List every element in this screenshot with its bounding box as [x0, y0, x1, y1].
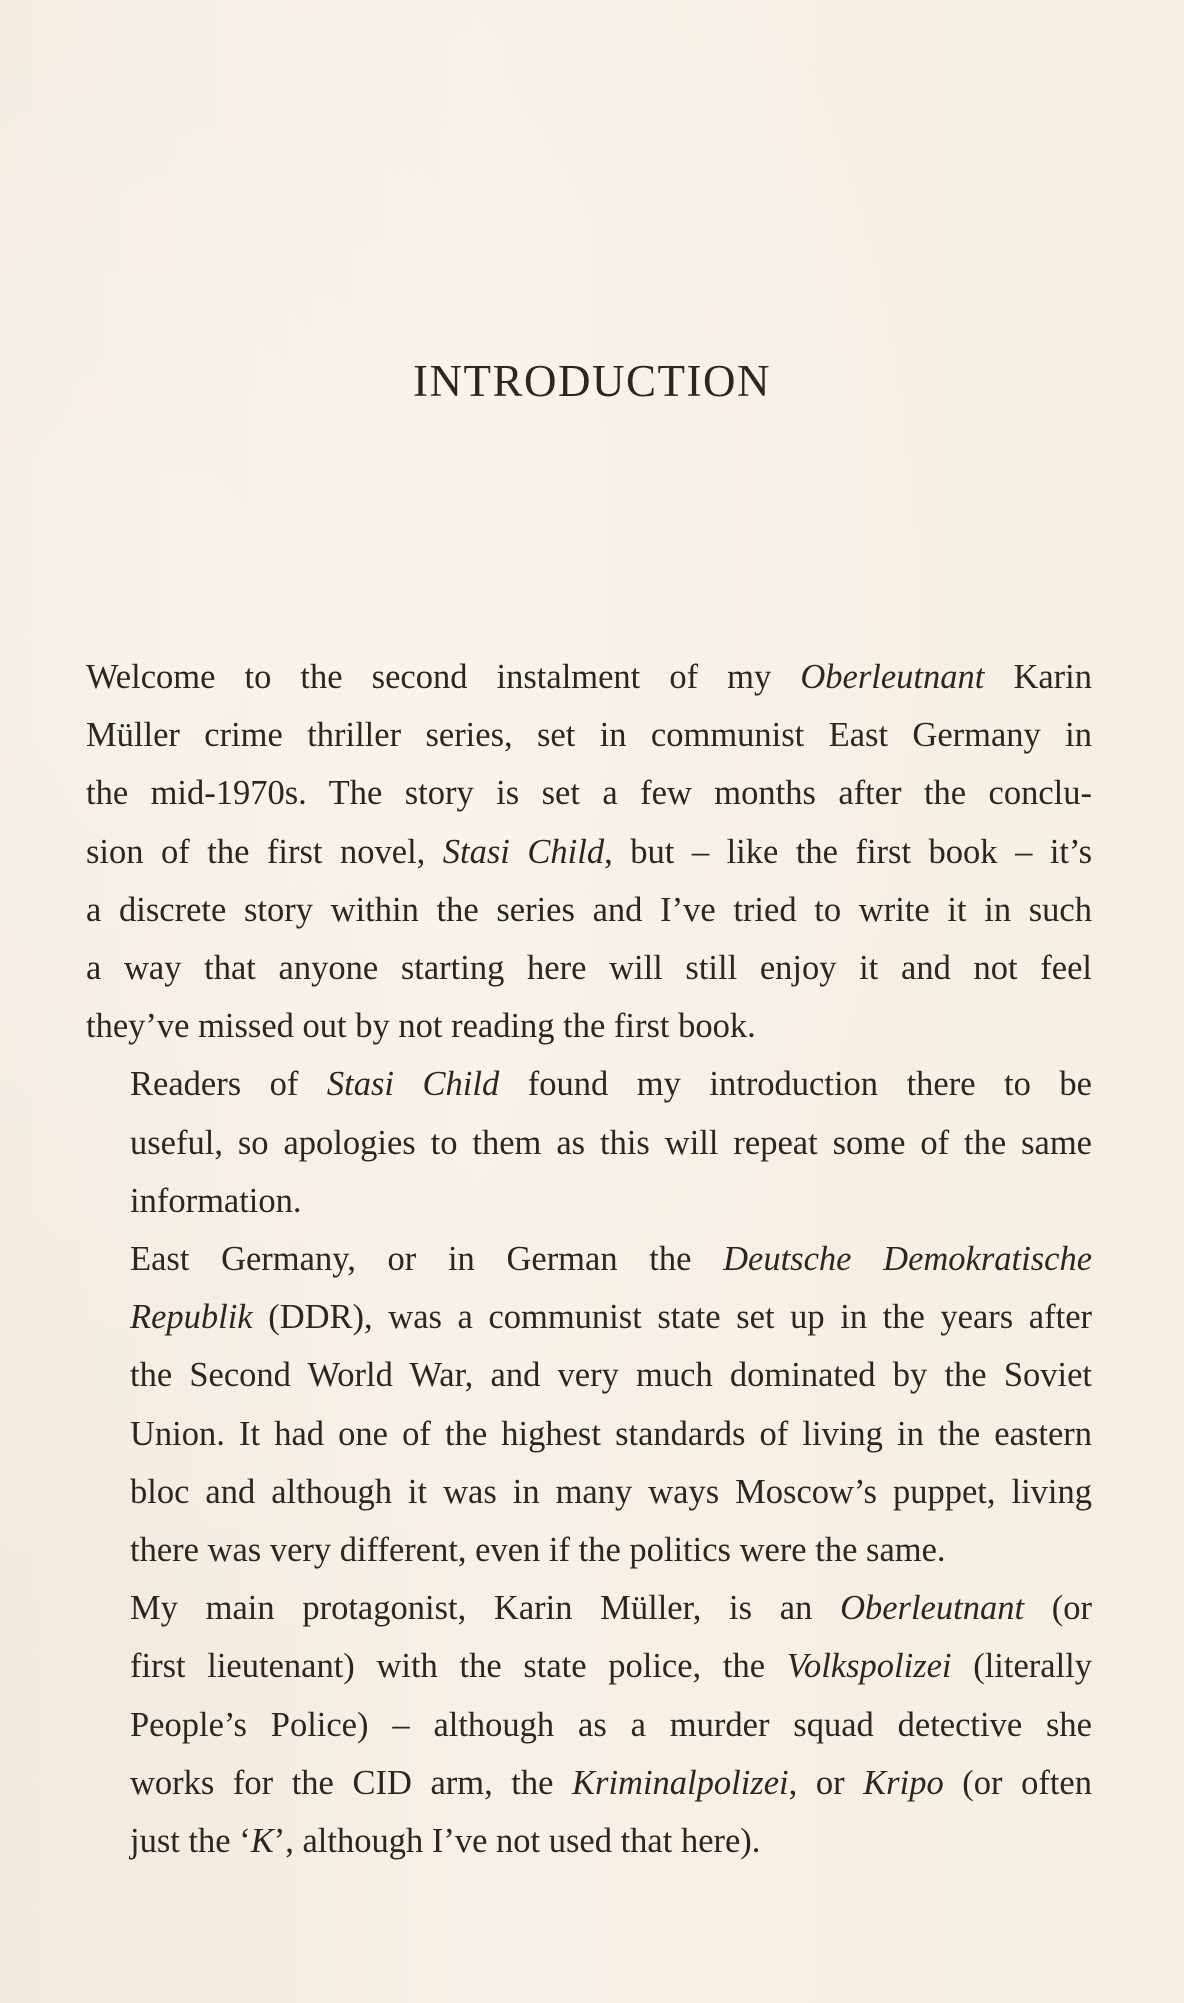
italic-term: Deutsche Demokratische [723, 1240, 1093, 1279]
text-run: , or [788, 1763, 864, 1802]
text-run: found my introduction there to be [499, 1065, 1092, 1104]
text-line [86, 1579, 1092, 1637]
text-run: Welcome to the second instalment of my [86, 658, 801, 696]
text-run: Müller crime thriller series, set in communist East Germany in [86, 716, 1092, 755]
text-line [86, 1172, 1092, 1230]
text-line [86, 1521, 1092, 1579]
text-line [86, 648, 1092, 706]
text-run: (or [1024, 1589, 1092, 1628]
italic-term: Oberleutnant [840, 1589, 1025, 1628]
paragraph-2 [86, 1055, 1092, 1230]
text-run: the mid-1970s. The story is set a few months after the conclu- [86, 774, 1092, 813]
text-line [86, 1696, 1092, 1754]
italic-term: Oberleutnant [800, 658, 985, 696]
text-line [86, 1230, 1092, 1288]
paragraph-4 [86, 1579, 1092, 1870]
text-line [86, 764, 1092, 822]
text-line [86, 706, 1092, 764]
text-line [86, 1288, 1092, 1346]
text-line [86, 1463, 1092, 1521]
text-line [86, 1114, 1092, 1172]
text-run: , but – like the first book – it’s [604, 832, 1093, 871]
text-line [86, 939, 1092, 997]
text-line [86, 1812, 1092, 1870]
introduction-body [86, 648, 1092, 1870]
text-run: (literally [951, 1647, 1092, 1686]
text-run: they’ve missed out by not reading the first book. [86, 1007, 756, 1046]
italic-term: K [250, 1822, 274, 1861]
chapter-title: INTRODUCTION [413, 356, 771, 406]
text-line [86, 1754, 1092, 1812]
text-line [86, 1055, 1092, 1113]
text-run: there was very different, even if the politics were the same. [130, 1531, 946, 1570]
text-run: works for the CID arm, the [130, 1763, 573, 1802]
text-line [86, 881, 1092, 939]
text-line [86, 1405, 1092, 1463]
text-line [86, 1637, 1092, 1695]
text-run: the Second World War, and very much dominated by the Soviet [130, 1356, 1092, 1395]
text-line [86, 823, 1092, 881]
italic-term: Kriminalpolizei [572, 1763, 789, 1802]
text-run: (DDR), was a communist state set up in the years after [252, 1298, 1092, 1337]
text-run: People’s Police) – although as a murder squad detective she [130, 1705, 1092, 1744]
text-line [86, 1346, 1092, 1404]
paragraph-3 [86, 1230, 1092, 1579]
italic-term: Kripo [863, 1763, 944, 1802]
text-run: a discrete story within the series and I’ve tried to write it in such [86, 890, 1092, 929]
text-run: East Germany, or in German the [130, 1240, 724, 1279]
text-line [86, 997, 1092, 1055]
text-run: My main protagonist, Karin Müller, is an [130, 1589, 841, 1628]
italic-term: Stasi Child [442, 832, 605, 871]
italic-term: Stasi Child [326, 1065, 500, 1104]
text-run: Union. It had one of the highest standards of living in the eastern [130, 1414, 1092, 1453]
text-run: sion of the first novel, [86, 832, 443, 871]
text-run: information. [130, 1181, 302, 1220]
text-run: ’, although I’ve not used that here). [273, 1822, 761, 1861]
text-run: Karin [984, 658, 1092, 696]
text-run: useful, so apologies to them as this will repeat some of the same [130, 1123, 1092, 1162]
italic-term: Republik [130, 1298, 253, 1337]
text-run: bloc and although it was in many ways Moscow’s puppet, living [130, 1472, 1092, 1511]
text-run: a way that anyone starting here will still enjoy it and not feel [86, 949, 1092, 988]
text-run: first lieutenant) with the state police, the [130, 1647, 787, 1686]
text-run: (or often [943, 1763, 1092, 1802]
paragraph-1 [86, 648, 1092, 1055]
text-run: just the ‘ [130, 1822, 251, 1861]
italic-term: Volkspolizei [786, 1647, 952, 1686]
text-run: Readers of [130, 1065, 327, 1104]
